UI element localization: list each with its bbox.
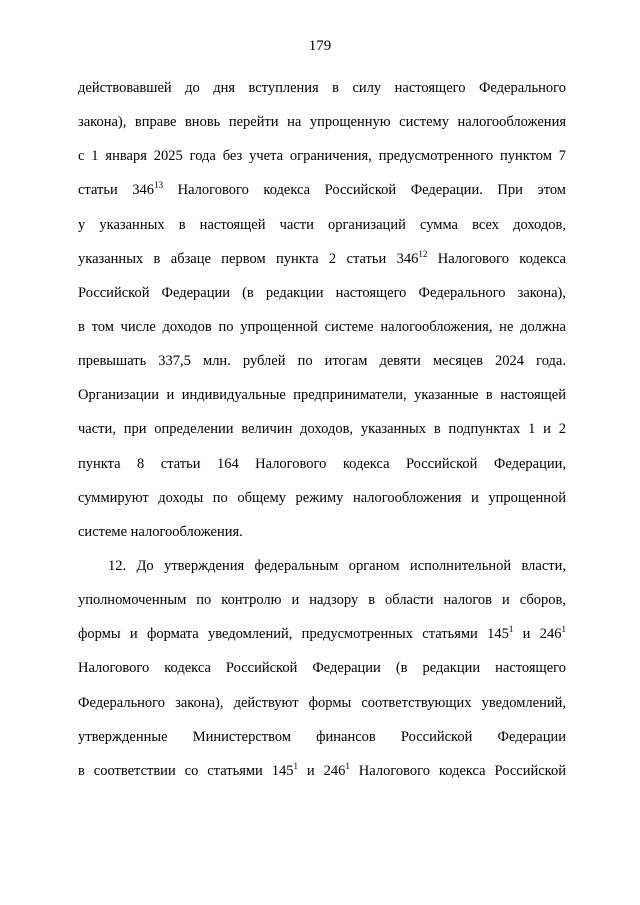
text-line: Налогового кодекса Российской Федерации (в редакции настоящего [78, 660, 566, 677]
text-fragment: указанных в абзаце первом пункта 2 статьи 346 [78, 250, 419, 267]
text-line: у указанных в настоящей части организаций сумма всех доходов, [78, 216, 566, 233]
text-line: системе налогообложения. [78, 523, 243, 540]
text-line [78, 622, 566, 656]
document-body [78, 76, 566, 793]
text-line: пункта 8 статьи 164 Налогового кодекса Российской Федерации, [78, 455, 566, 472]
text-fragment: статьи 346 [78, 182, 155, 199]
text-line [78, 759, 566, 793]
text-line [78, 178, 566, 212]
text-line: Организации и индивидуальные предприниматели, указанные в настоящей [78, 387, 566, 404]
text-line: уполномоченным по контролю и надзору в области налогов и сборов, [78, 592, 566, 609]
text-line: суммируют доходы по общему режиму налогообложения и упрощенной [78, 489, 566, 506]
page-number: 179 [308, 38, 332, 54]
superscript: 1 [508, 624, 514, 635]
text-line: Федерального закона), действуют формы соответствующих уведомлений, [78, 694, 566, 711]
text-line: в том числе доходов по упрощенной системе налогообложения, не должна [78, 318, 566, 335]
paragraph-first-line: 12. До утверждения федеральным органом исполнительной власти, [108, 557, 566, 574]
text-fragment: в соответствии со статьями 145 [78, 762, 294, 779]
text-fragment: Налогового кодекса Российской [349, 762, 566, 779]
superscript: 1 [293, 760, 298, 771]
superscript: 12 [418, 248, 428, 259]
text-line: с 1 января 2025 года без учета ограничения, предусмотренного пунктом 7 [78, 148, 566, 165]
text-line: части, при определении величин доходов, указанных в подпунктах 1 и 2 [78, 421, 566, 438]
text-line: действовавшей до дня вступления в силу настоящего Федерального [78, 80, 566, 96]
text-line: утвержденные Министерством финансов Российской Федерации [78, 728, 566, 745]
text-fragment: и 246 [513, 626, 562, 643]
superscript: 1 [345, 760, 350, 771]
text-fragment: Налогового кодекса [427, 250, 566, 267]
text-line [78, 247, 566, 281]
text-fragment: Налогового кодекса Российской Федерации. При этом [163, 182, 566, 199]
text-fragment: и 246 [298, 762, 346, 779]
text-line: закона), вправе вновь перейти на упрощенную систему налогообложения [78, 114, 566, 131]
text-line: Российской Федерации (в редакции настоящего Федерального закона), [78, 284, 566, 301]
text-line: превышать 337,5 млн. рублей по итогам девяти месяцев 2024 года. [78, 353, 566, 370]
superscript: 13 [154, 180, 164, 191]
superscript: 1 [561, 624, 566, 635]
text-fragment: формы и формата уведомлений, предусмотренных статьями 145 [78, 626, 509, 643]
